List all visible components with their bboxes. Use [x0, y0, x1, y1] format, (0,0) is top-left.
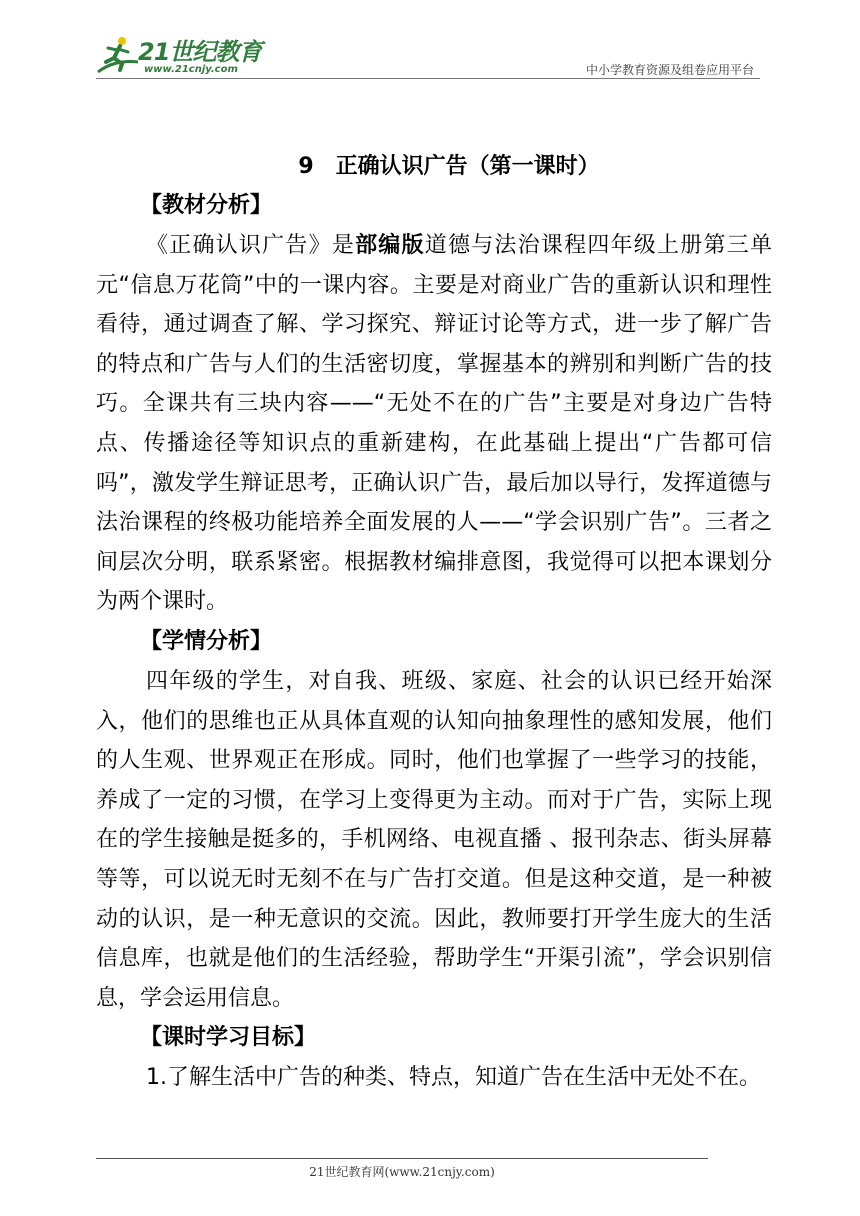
bold-text: 部编版 — [355, 233, 425, 258]
paragraph-text: 道德与法治课程四年级上册第三单元“信息万花筒”中的一课内容。主要是对商业广告的重新认识和理性看待，通过调查了解、学习探究、辩证讨论等方式，进一步了解广告的特点和广告与人们的生活密切度，掌握基本的辨别和判断广告的技巧。全课共有三块内容——“无处不在的广告”主要是对身边广告特点、传播途径等知识点的重新建构，在此基础上提出“广告都可信吗”，激发学生辩证思考，正确认识广告，最后加以导行，发挥道德与法治课程的终极功能培养全面发展的人——“学会识别广告”。三者之间层次分明，联系紧密。根据教材编排意图，我觉得可以把本课划分为两个课时。 — [96, 233, 773, 615]
header-tagline: 中小学教育资源及组卷应用平台 — [585, 63, 754, 77]
paragraph-text: 《正确认识广告》是 — [146, 233, 356, 258]
header-divider — [96, 78, 760, 79]
document-title: 9 正确认识广告（第一课时） — [298, 154, 600, 179]
section-heading-learner-analysis: 【学情分析】 — [140, 628, 273, 654]
site-logo[interactable] — [96, 32, 266, 76]
section-heading-learning-objectives: 【课时学习目标】 — [140, 1025, 317, 1051]
page-header — [96, 28, 760, 80]
logo-text: 21世纪教育 — [138, 38, 262, 66]
runner-icon — [96, 34, 140, 78]
footer-text[interactable]: 21世纪教育网(www.21cnjy.com) — [309, 1165, 495, 1179]
document-body — [96, 150, 772, 1098]
section-heading-textbook-analysis: 【教材分析】 — [140, 193, 273, 218]
paragraph-learning-objective-1: 1.了解生活中广告的种类、特点，知道广告在生活中无处不在。 — [146, 1065, 761, 1091]
logo-url: www.21cnjy.com — [144, 64, 238, 75]
footer-divider — [96, 1158, 708, 1159]
paragraph-learner-analysis: 四年级的学生，对自我、班级、家庭、社会的认识已经开始深入，他们的思维也正从具体直观的认知向抽象理性的感知发展，他们的人生观、世界观正在形成。同时，他们也掌握了一些学习的技能，养成了一定的习惯，在学习上变得更为主动。而对于广告，实际上现在的学生接触是挺多的，手机网络、电视直播 、报刊杂志、街头屏幕等等，可以说无时无刻不在与广告打交道。但是这种交道，是一种被动的认识，是一种无意识的交流。因此，教师要打开学生庞大的生活信息库，也就是他们的生活经验，帮助学生“开渠引流”，学会识别信息，学会运用信息。 — [96, 668, 772, 1011]
paragraph-textbook-analysis — [96, 226, 772, 622]
